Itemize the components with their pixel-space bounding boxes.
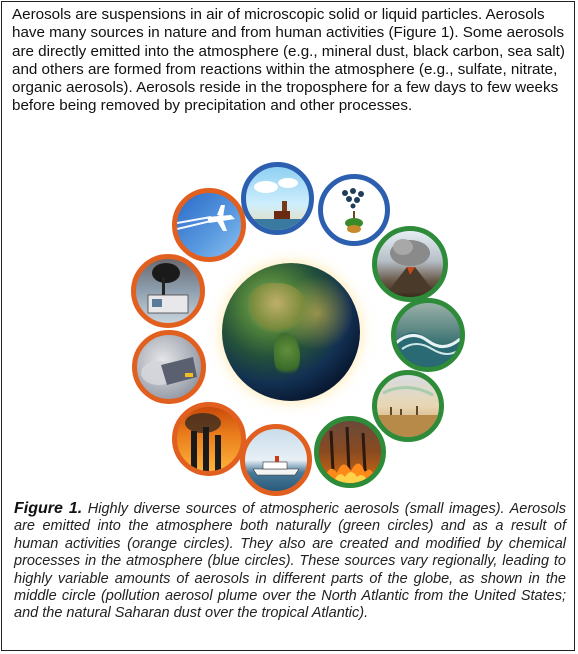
industry-smokestacks-circle: [172, 402, 246, 476]
truck-diesel-circle: [131, 254, 205, 328]
figure-caption: [14, 500, 566, 623]
chemical-clouds-circle: [241, 162, 314, 235]
figure-caption-label: Figure 1.: [14, 500, 83, 517]
desert-dust-circle: [372, 370, 444, 442]
earth-globe-image: [222, 263, 360, 401]
wildfire-circle: [314, 416, 386, 488]
figure-caption-text: Highly diverse sources of atmospheric aerosols (small images). Aerosols are emitted into the atmosphere both naturally (green circles) and as a result of human activities (orange circles). They also are created and modified by chemical processes in the atmosphere (blue circles). These sources vary regionally, leading to highly variable amounts of aerosols in different parts of the globe, as shown in the middle circle (pollution aerosol plume over the North Atlantic from the United States; and the natural Saharan dust over the tropical Atlantic).: [14, 501, 566, 622]
volcano-icon: [377, 231, 443, 297]
ship-circle: [240, 424, 312, 496]
sea-spray-circle: [391, 298, 465, 372]
volcano-circle: [372, 226, 448, 302]
cloud-chemistry-icon: [246, 167, 309, 230]
car-exhaust-circle: [132, 330, 206, 404]
airplane-icon: [177, 193, 241, 257]
car-exhaust-icon: [137, 335, 201, 399]
chemical-molecules-circle: [318, 174, 390, 246]
aerosol-sources-figure: [0, 158, 578, 490]
molecule-tree-icon: [323, 179, 385, 241]
desert-icon: [377, 375, 439, 437]
truck-icon: [136, 259, 200, 323]
ship-icon: [245, 429, 307, 491]
smokestack-icon: [177, 407, 241, 471]
south-america-landmass: [274, 333, 300, 377]
wave-icon: [396, 303, 460, 367]
fire-icon: [319, 421, 381, 483]
intro-paragraph: Aerosols are suspensions in air of microscopic solid or liquid particles. Aerosols have many sources in nature and from human activities (Figure 1). Some aerosols are directly emitted into the atmosphere (e.g., mineral dust, black carbon, sea salt) and others are formed from reactions within the atmosphere (e.g., sulfate, nitrate, organic aerosols). Aerosols reside in the troposphere for a few days to few weeks before being removed by precipitation and other processes.: [12, 6, 565, 115]
aircraft-circle: [172, 188, 246, 262]
